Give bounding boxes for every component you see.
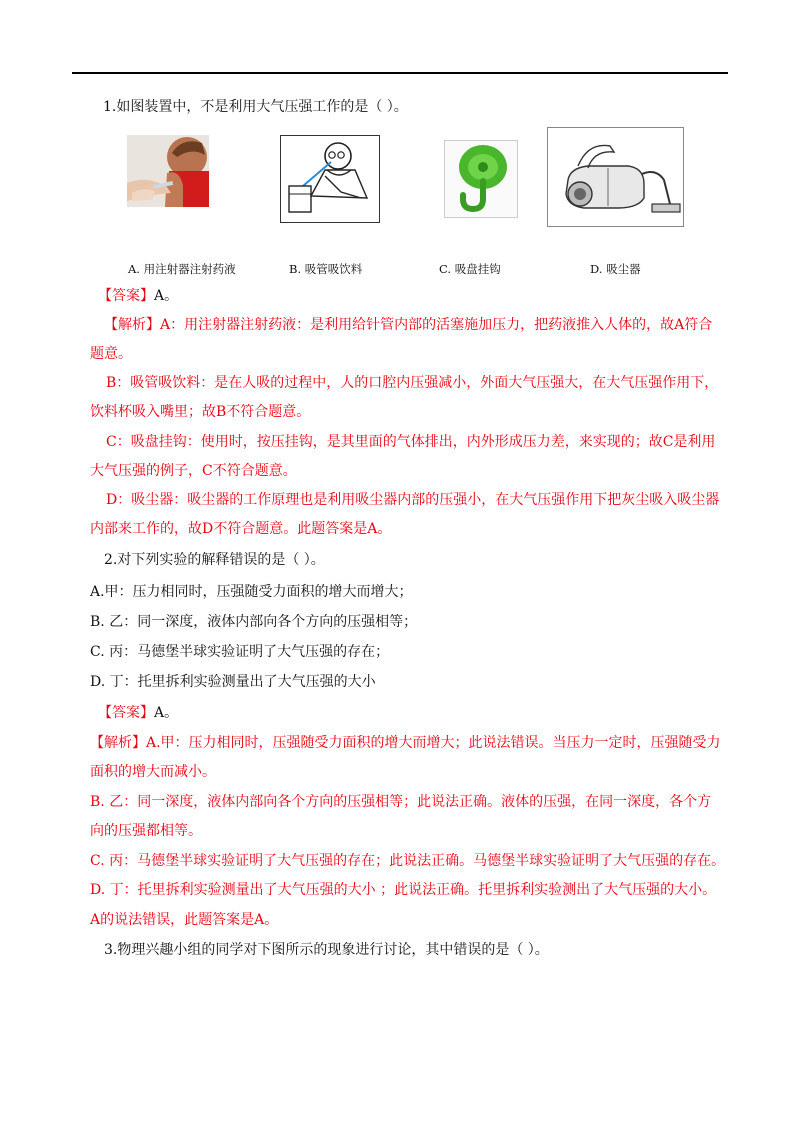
- q2-question: 2.对下列实验的解释错误的是（ ）。: [104, 552, 325, 568]
- q2-analysis-line-7: A的说法错误，此题答案是A。: [90, 912, 279, 928]
- q2-analysis-line-5: C. 丙：马德堡半球实验证明了大气压强的存在；此说法正确。马德堡半球实验证明了大气压强的存在。: [90, 853, 726, 869]
- q1-analysis-line-6: 大气压强的例子，C不符合题意。: [90, 463, 297, 479]
- q2-option-c: C. 丙：马德堡半球实验证明了大气压强的存在；: [90, 644, 390, 660]
- q2-option-d: D. 丁：托里拆利实验测量出了大气压强的大小: [90, 674, 376, 690]
- q1-option-a: A. 用注射器注射药液: [128, 262, 236, 276]
- q2-analysis-line-1: [90, 734, 721, 752]
- q2-answer-value: A。: [154, 705, 179, 721]
- q1-analysis-tag: 【解析】: [104, 317, 160, 333]
- q1-option-c: C. 吸盘挂钩: [439, 262, 501, 276]
- q1-analysis-text-1: A：用注射器注射药液：是利用给针管内部的活塞施加压力，把药液推入人体的，故A符合: [160, 317, 713, 333]
- q2-option-a: A.甲：压力相同时，压强随受力面积的增大而增大；: [90, 584, 413, 600]
- q1-answer-value: A。: [154, 288, 179, 304]
- q1-answer-tag: 【答案】: [98, 288, 154, 304]
- q1-analysis-line-4: 饮料杯吸入嘴里；故B不符合题意。: [90, 404, 311, 420]
- q2-answer: [98, 704, 178, 722]
- q2-analysis-tag: 【解析】: [90, 735, 146, 751]
- suction-hook-image: [444, 140, 518, 218]
- q2-analysis-text-1: A.甲：压力相同时，压强随受力面积的增大而增大；此说法错误。当压力一定时，压强随受力: [146, 735, 721, 751]
- q1-analysis-line-3: B：吸管吸饮料：是在人吸的过程中，人的口腔内压强减小，外面大气压强大，在大气压强作用下，: [106, 375, 719, 391]
- q2-option-b: B. 乙：同一深度，液体内部向各个方向的压强相等；: [90, 614, 418, 630]
- q2-analysis-line-3: B. 乙：同一深度，液体内部向各个方向的压强相等；此说法正确。液体的压强，在同一深度，各个方: [90, 794, 712, 810]
- q1-analysis-line-7: D：吸尘器：吸尘器的工作原理也是利用吸尘器内部的压强小，在大气压强作用下把灰尘吸入吸尘器: [106, 492, 720, 508]
- injection-image: [127, 135, 209, 207]
- q2-analysis-line-4: 向的压强都相等。: [90, 823, 202, 839]
- q1-option-b: B. 吸管吸饮料: [289, 262, 363, 276]
- q1-analysis-line-5: C：吸盘挂钩：使用时，按压挂钩，是其里面的气体排出，内外形成压力差，来实现的；故C是利用: [106, 434, 716, 450]
- vacuum-cleaner-image: [547, 127, 684, 227]
- q1-option-d: D. 吸尘器: [590, 262, 641, 276]
- q1-analysis-line-1: [104, 316, 712, 334]
- q1-question: 1.如图装置中，不是利用大气压强工作的是（ ）。: [103, 99, 408, 115]
- q1-analysis-line-2: 题意。: [90, 346, 132, 362]
- straw-drink-image: [280, 135, 380, 223]
- q3-question: 3.物理兴趣小组的同学对下图所示的现象进行讨论，其中错误的是（ ）。: [104, 942, 549, 958]
- q2-answer-tag: 【答案】: [98, 705, 154, 721]
- q2-analysis-line-6: D. 丁：托里拆利实验测量出了大气压强的大小 ；此说法正确。托里拆利实验测出了大气压强的大小。: [90, 882, 717, 898]
- q2-analysis-line-2: 面积的增大而减小。: [90, 764, 216, 780]
- header-rule: [72, 72, 728, 74]
- q1-answer: [98, 287, 178, 305]
- q1-analysis-line-8: 内部来工作的，故D不符合题意。此题答案是A。: [90, 521, 392, 537]
